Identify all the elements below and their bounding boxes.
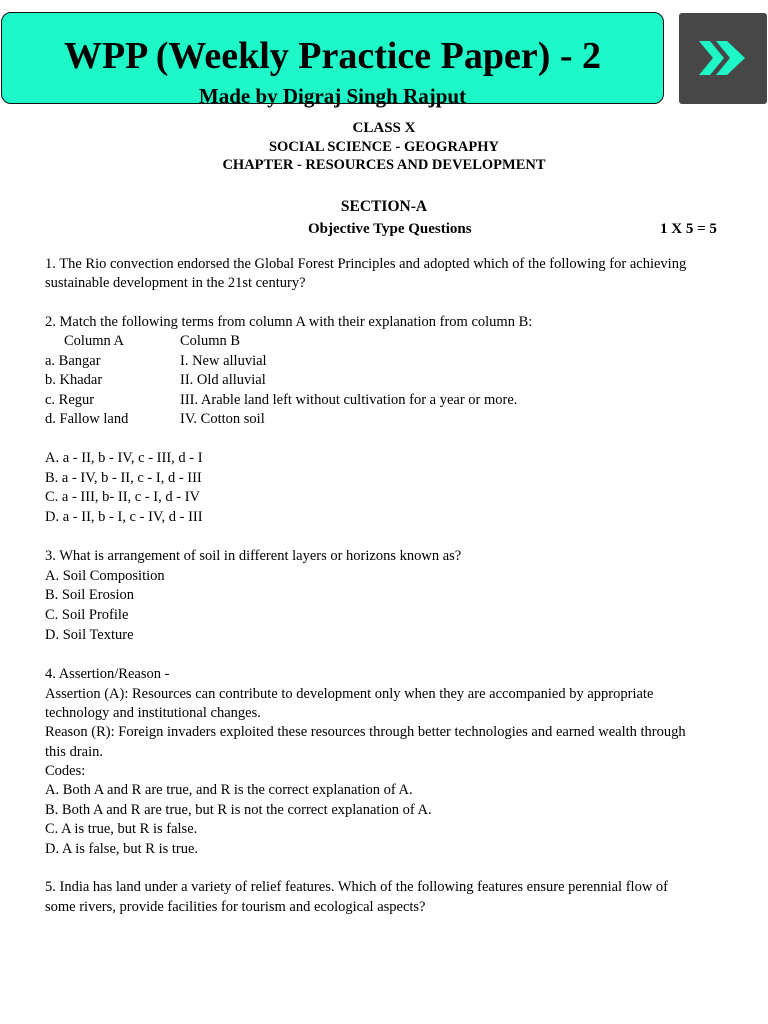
codes-label: Codes: [45,763,86,779]
logo [679,13,767,104]
class-label: CLASS X [352,120,416,136]
question-1-line-1: 1. The Rio convection endorsed the Global Forest Principles and adopted which of the following for achieving [45,256,687,272]
question-2-option: A. a - II, b - IV, c - III, d - I [45,450,203,466]
question-4-option: A. Both A and R are true, and R is the correct explanation of A. [45,782,413,798]
header-banner [1,12,664,108]
section-subtitle: Objective Type Questions [308,221,472,237]
reason-line-2: this drain. [45,744,103,760]
match-row-a: d. Fallow land [45,411,129,427]
match-row-b: I. New alluvial [180,353,267,369]
question-3-stem: 3. What is arrangement of soil in different layers or horizons known as? [45,548,462,564]
match-row-a: a. Bangar [45,353,101,369]
match-row-b: II. Old alluvial [180,372,266,388]
section-title: SECTION-A [340,198,428,215]
question-2-option: C. a - III, b- II, c - I, d - IV [45,489,201,505]
question-2-option: D. a - II, b - I, c - IV, d - III [45,509,203,525]
match-row-b: IV. Cotton soil [180,411,265,427]
question-3-option: A. Soil Composition [45,568,165,584]
question-5-line-1: 5. India has land under a variety of relief features. Which of the following features ensure perennial flow of [45,879,668,895]
question-2-option: B. a - IV, b - II, c - I, d - III [45,470,202,486]
reason-line-1: Reason (R): Foreign invaders exploited these resources through better technologies and earned wealth through [45,724,686,740]
chapter-label: CHAPTER - RESOURCES AND DEVELOPMENT [222,157,546,173]
match-row-b: III. Arable land left without cultivation for a year or more. [180,392,518,408]
double-chevron-right-icon [699,37,747,79]
question-5-line-2: some rivers, provide facilities for tourism and ecological aspects? [45,899,426,915]
question-2-stem: 2. Match the following terms from column A with their explanation from column B: [45,314,533,330]
column-a-header: Column A [64,333,125,349]
question-3-option: D. Soil Texture [45,627,134,643]
match-row-a: b. Khadar [45,372,103,388]
assertion-line-2: technology and institutional changes. [45,705,261,721]
question-4-option: B. Both A and R are true, but R is not the correct explanation of A. [45,802,432,818]
question-3-option: C. Soil Profile [45,607,129,623]
column-b-header: Column B [180,333,241,349]
question-4-stem: 4. Assertion/Reason - [45,666,170,682]
assertion-line-1: Assertion (A): Resources can contribute to development only when they are accompanied by appropriate [45,686,654,702]
question-4-option: D. A is false, but R is true. [45,841,199,857]
page-title: WPP (Weekly Practice Paper) - 2 [63,35,602,77]
match-row-a: c. Regur [45,392,95,408]
question-4-option: C. A is true, but R is false. [45,821,198,837]
page-subtitle: Made by Digraj Singh Rajput [198,84,467,108]
subject-label: SOCIAL SCIENCE - GEOGRAPHY [268,139,500,155]
section-marks: 1 X 5 = 5 [660,221,717,237]
question-1-line-2: sustainable development in the 21st century? [45,275,306,291]
question-3-option: B. Soil Erosion [45,587,135,603]
